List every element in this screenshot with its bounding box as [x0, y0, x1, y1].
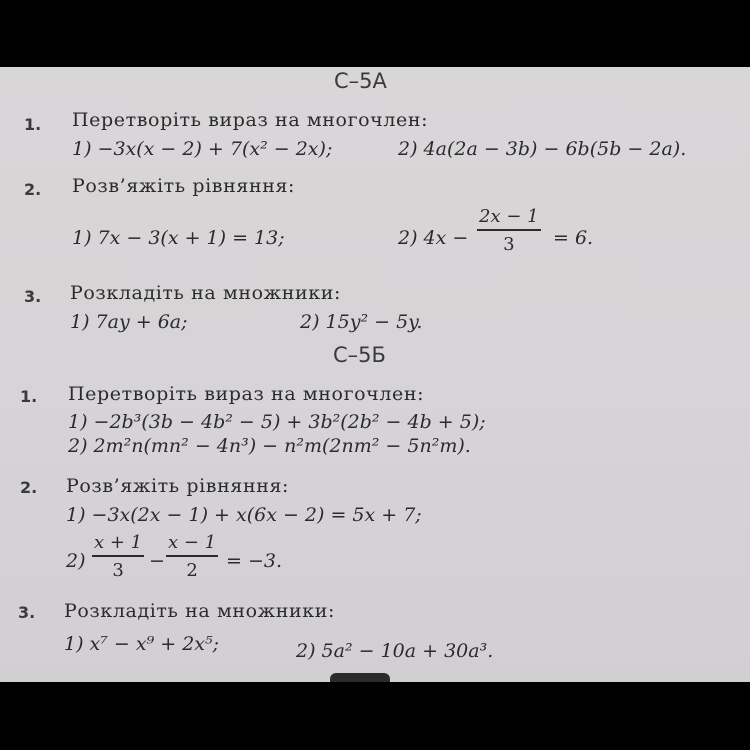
task-a1-part1: 1) −3x(x − 2) + 7(x² − 2x); [72, 138, 333, 160]
next-heading-fragment [330, 673, 390, 682]
fraction-bar [477, 229, 541, 231]
task-b2-part1: 1) −3x(2x − 1) + x(6x − 2) = 5x + 7; [66, 504, 422, 526]
task-b2-number: 2. [20, 478, 38, 497]
fraction-denominator: 2 [186, 559, 198, 581]
task-a3-part2: 2) 15y² − 5y. [300, 311, 423, 333]
task-a3-number: 3. [24, 287, 42, 306]
task-a2-fraction [477, 206, 541, 255]
task-a2-part1: 1) 7x − 3(x + 1) = 13; [72, 227, 285, 249]
task-a2-text: Розв’яжіть рівняння: [72, 175, 296, 197]
fraction-bar [92, 555, 144, 557]
fraction-numerator: x − 1 [168, 532, 217, 553]
task-b1-text: Перетворіть вираз на многочлен: [68, 383, 425, 405]
fraction-bar [166, 555, 218, 557]
task-b2-fraction-1 [92, 532, 144, 581]
task-b2-minus: − [149, 550, 165, 572]
task-b2-part2-right: = −3. [226, 550, 283, 572]
textbook-page [0, 67, 750, 682]
task-b1-part2: 2) 2m²n(mn² − 4n³) − n²m(2nm² − 5n²m). [68, 435, 471, 457]
variant-b-title: С–5Б [333, 343, 386, 367]
task-b3-part2: 2) 5a² − 10a + 30a³. [296, 640, 494, 662]
task-a2-number: 2. [24, 180, 42, 199]
task-a1-text: Перетворіть вираз на многочлен: [72, 109, 429, 131]
task-a1-part2: 2) 4a(2a − 3b) − 6b(5b − 2a). [398, 138, 687, 160]
task-b1-number: 1. [20, 387, 38, 406]
task-b2-text: Розв’яжіть рівняння: [66, 475, 290, 497]
task-b2-fraction-2 [166, 532, 218, 581]
fraction-numerator: 2x − 1 [479, 206, 539, 227]
fraction-denominator: 3 [112, 559, 124, 581]
task-a2-part2-right: = 6. [553, 227, 594, 249]
variant-a-title: С–5А [334, 69, 387, 93]
task-a3-text: Розкладіть на множники: [70, 282, 341, 304]
fraction-denominator: 3 [503, 233, 515, 255]
task-b3-number: 3. [18, 603, 36, 622]
task-b2-part2-label: 2) [66, 550, 86, 572]
task-b3-part1: 1) x⁷ − x⁹ + 2x⁵; [64, 633, 220, 655]
task-a3-part1: 1) 7ay + 6a; [70, 311, 188, 333]
task-a2-part2-left: 2) 4x − [398, 227, 469, 249]
task-b1-part1: 1) −2b³(3b − 4b² − 5) + 3b²(2b² − 4b + 5); [68, 411, 486, 433]
task-a1-number: 1. [24, 115, 42, 134]
task-b3-text: Розкладіть на множники: [64, 600, 335, 622]
fraction-numerator: x + 1 [94, 532, 143, 553]
